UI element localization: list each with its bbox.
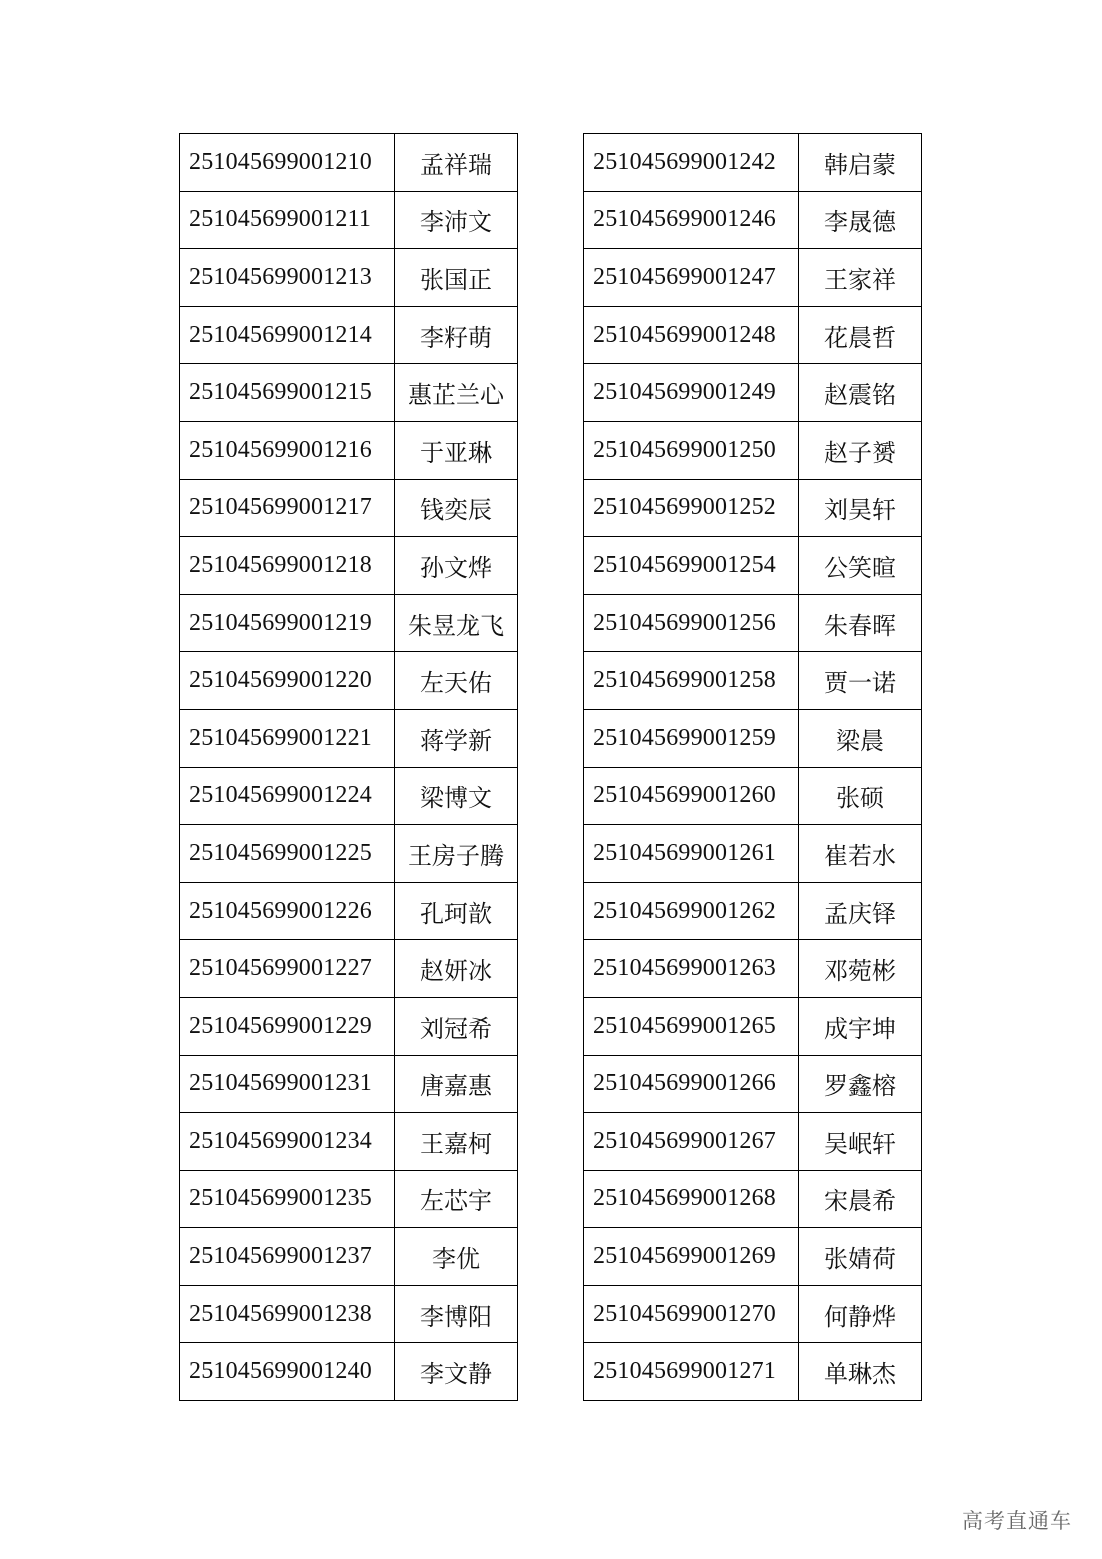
table-row bbox=[584, 767, 922, 825]
table-row bbox=[180, 134, 518, 192]
table-row bbox=[180, 882, 518, 940]
candidate-name-cell: 宋晨希 bbox=[799, 1170, 922, 1228]
candidate-id-cell: 251045699001225 bbox=[180, 825, 395, 883]
table-row bbox=[584, 1055, 922, 1113]
candidate-name-cell: 王家祥 bbox=[799, 249, 922, 307]
candidate-id-cell: 251045699001237 bbox=[180, 1228, 395, 1286]
candidate-name-cell: 孟祥瑞 bbox=[395, 134, 518, 192]
candidate-id-cell: 251045699001235 bbox=[180, 1170, 395, 1228]
table-row bbox=[180, 767, 518, 825]
table-row bbox=[180, 1285, 518, 1343]
candidate-name-cell: 张硕 bbox=[799, 767, 922, 825]
candidate-name-cell: 赵子赟 bbox=[799, 421, 922, 479]
table-row bbox=[180, 421, 518, 479]
candidate-name-cell: 钱奕辰 bbox=[395, 479, 518, 537]
table-row bbox=[584, 825, 922, 883]
candidate-id-cell: 251045699001219 bbox=[180, 594, 395, 652]
candidate-id-cell: 251045699001267 bbox=[584, 1113, 799, 1171]
table-row bbox=[584, 1170, 922, 1228]
candidate-id-cell: 251045699001224 bbox=[180, 767, 395, 825]
candidate-name-cell: 邓菀彬 bbox=[799, 940, 922, 998]
candidate-name-cell: 孔珂歆 bbox=[395, 882, 518, 940]
left-roster-table bbox=[179, 133, 518, 1401]
candidate-name-cell: 惠芷兰心 bbox=[395, 364, 518, 422]
candidate-name-cell: 单琳杰 bbox=[799, 1343, 922, 1401]
candidate-id-cell: 251045699001256 bbox=[584, 594, 799, 652]
candidate-id-cell: 251045699001238 bbox=[180, 1285, 395, 1343]
table-row bbox=[584, 306, 922, 364]
table-row bbox=[584, 940, 922, 998]
table-row bbox=[180, 997, 518, 1055]
candidate-name-cell: 梁晨 bbox=[799, 709, 922, 767]
table-row bbox=[584, 479, 922, 537]
candidate-id-cell: 251045699001269 bbox=[584, 1228, 799, 1286]
candidate-name-cell: 左天佑 bbox=[395, 652, 518, 710]
right-roster-body bbox=[584, 134, 922, 1401]
table-row bbox=[180, 1055, 518, 1113]
table-row bbox=[584, 191, 922, 249]
candidate-id-cell: 251045699001270 bbox=[584, 1285, 799, 1343]
candidate-id-cell: 251045699001216 bbox=[180, 421, 395, 479]
candidate-id-cell: 251045699001263 bbox=[584, 940, 799, 998]
candidate-id-cell: 251045699001271 bbox=[584, 1343, 799, 1401]
table-row bbox=[180, 1343, 518, 1401]
candidate-id-cell: 251045699001226 bbox=[180, 882, 395, 940]
candidate-name-cell: 左芯宇 bbox=[395, 1170, 518, 1228]
candidate-name-cell: 张国正 bbox=[395, 249, 518, 307]
candidate-name-cell: 赵妍冰 bbox=[395, 940, 518, 998]
candidate-id-cell: 251045699001268 bbox=[584, 1170, 799, 1228]
candidate-id-cell: 251045699001250 bbox=[584, 421, 799, 479]
candidate-name-cell: 公笑暄 bbox=[799, 537, 922, 595]
candidate-name-cell: 梁博文 bbox=[395, 767, 518, 825]
candidate-name-cell: 何静烨 bbox=[799, 1285, 922, 1343]
table-row bbox=[584, 1228, 922, 1286]
candidate-id-cell: 251045699001229 bbox=[180, 997, 395, 1055]
table-row bbox=[180, 825, 518, 883]
table-row bbox=[180, 249, 518, 307]
candidate-name-cell: 李文静 bbox=[395, 1343, 518, 1401]
candidate-name-cell: 朱春晖 bbox=[799, 594, 922, 652]
candidate-id-cell: 251045699001252 bbox=[584, 479, 799, 537]
table-row bbox=[180, 1170, 518, 1228]
candidate-id-cell: 251045699001258 bbox=[584, 652, 799, 710]
candidate-name-cell: 花晨哲 bbox=[799, 306, 922, 364]
table-row bbox=[180, 191, 518, 249]
candidate-id-cell: 251045699001266 bbox=[584, 1055, 799, 1113]
candidate-id-cell: 251045699001220 bbox=[180, 652, 395, 710]
candidate-name-cell: 罗鑫榕 bbox=[799, 1055, 922, 1113]
candidate-name-cell: 刘冠希 bbox=[395, 997, 518, 1055]
table-row bbox=[180, 364, 518, 422]
table-row bbox=[584, 1285, 922, 1343]
candidate-name-cell: 李博阳 bbox=[395, 1285, 518, 1343]
candidate-id-cell: 251045699001218 bbox=[180, 537, 395, 595]
candidate-id-cell: 251045699001217 bbox=[180, 479, 395, 537]
candidate-id-cell: 251045699001215 bbox=[180, 364, 395, 422]
table-row bbox=[180, 1113, 518, 1171]
table-row bbox=[180, 537, 518, 595]
candidate-id-cell: 251045699001227 bbox=[180, 940, 395, 998]
candidate-name-cell: 贾一诺 bbox=[799, 652, 922, 710]
table-row bbox=[180, 306, 518, 364]
candidate-id-cell: 251045699001214 bbox=[180, 306, 395, 364]
candidate-name-cell: 李沛文 bbox=[395, 191, 518, 249]
table-row bbox=[180, 594, 518, 652]
candidate-id-cell: 251045699001240 bbox=[180, 1343, 395, 1401]
candidate-name-cell: 于亚琳 bbox=[395, 421, 518, 479]
table-row bbox=[584, 652, 922, 710]
table-row bbox=[180, 479, 518, 537]
candidate-id-cell: 251045699001231 bbox=[180, 1055, 395, 1113]
candidate-id-cell: 251045699001211 bbox=[180, 191, 395, 249]
candidate-name-cell: 韩启蒙 bbox=[799, 134, 922, 192]
candidate-id-cell: 251045699001221 bbox=[180, 709, 395, 767]
table-row bbox=[584, 364, 922, 422]
candidate-name-cell: 张婧荷 bbox=[799, 1228, 922, 1286]
candidate-name-cell: 成宇坤 bbox=[799, 997, 922, 1055]
candidate-name-cell: 吴岷轩 bbox=[799, 1113, 922, 1171]
candidate-name-cell: 王嘉柯 bbox=[395, 1113, 518, 1171]
table-row bbox=[584, 537, 922, 595]
table-row bbox=[584, 594, 922, 652]
candidate-name-cell: 孙文烨 bbox=[395, 537, 518, 595]
candidate-id-cell: 251045699001262 bbox=[584, 882, 799, 940]
candidate-id-cell: 251045699001261 bbox=[584, 825, 799, 883]
candidate-name-cell: 赵震铭 bbox=[799, 364, 922, 422]
candidate-id-cell: 251045699001254 bbox=[584, 537, 799, 595]
candidate-name-cell: 李籽萌 bbox=[395, 306, 518, 364]
candidate-id-cell: 251045699001247 bbox=[584, 249, 799, 307]
table-row bbox=[584, 134, 922, 192]
candidate-id-cell: 251045699001213 bbox=[180, 249, 395, 307]
candidate-id-cell: 251045699001260 bbox=[584, 767, 799, 825]
candidate-name-cell: 刘昊轩 bbox=[799, 479, 922, 537]
table-row bbox=[180, 652, 518, 710]
table-row bbox=[180, 940, 518, 998]
candidate-name-cell: 王房子腾 bbox=[395, 825, 518, 883]
candidate-id-cell: 251045699001246 bbox=[584, 191, 799, 249]
table-row bbox=[584, 997, 922, 1055]
candidate-id-cell: 251045699001249 bbox=[584, 364, 799, 422]
table-row bbox=[584, 882, 922, 940]
candidate-id-cell: 251045699001259 bbox=[584, 709, 799, 767]
candidate-name-cell: 李晟德 bbox=[799, 191, 922, 249]
candidate-id-cell: 251045699001234 bbox=[180, 1113, 395, 1171]
left-roster-body bbox=[180, 134, 518, 1401]
candidate-name-cell: 蒋学新 bbox=[395, 709, 518, 767]
candidate-name-cell: 唐嘉惠 bbox=[395, 1055, 518, 1113]
table-row bbox=[584, 1113, 922, 1171]
watermark-text: 高考直通车 bbox=[962, 1509, 1072, 1533]
right-roster-table bbox=[583, 133, 922, 1401]
table-row bbox=[180, 709, 518, 767]
candidate-name-cell: 孟庆铎 bbox=[799, 882, 922, 940]
candidate-name-cell: 崔若水 bbox=[799, 825, 922, 883]
table-row bbox=[584, 709, 922, 767]
table-row bbox=[584, 421, 922, 479]
candidate-name-cell: 李优 bbox=[395, 1228, 518, 1286]
candidate-id-cell: 251045699001210 bbox=[180, 134, 395, 192]
candidate-name-cell: 朱昱龙飞 bbox=[395, 594, 518, 652]
table-row bbox=[180, 1228, 518, 1286]
candidate-id-cell: 251045699001265 bbox=[584, 997, 799, 1055]
candidate-id-cell: 251045699001248 bbox=[584, 306, 799, 364]
table-row bbox=[584, 249, 922, 307]
candidate-id-cell: 251045699001242 bbox=[584, 134, 799, 192]
table-row bbox=[584, 1343, 922, 1401]
